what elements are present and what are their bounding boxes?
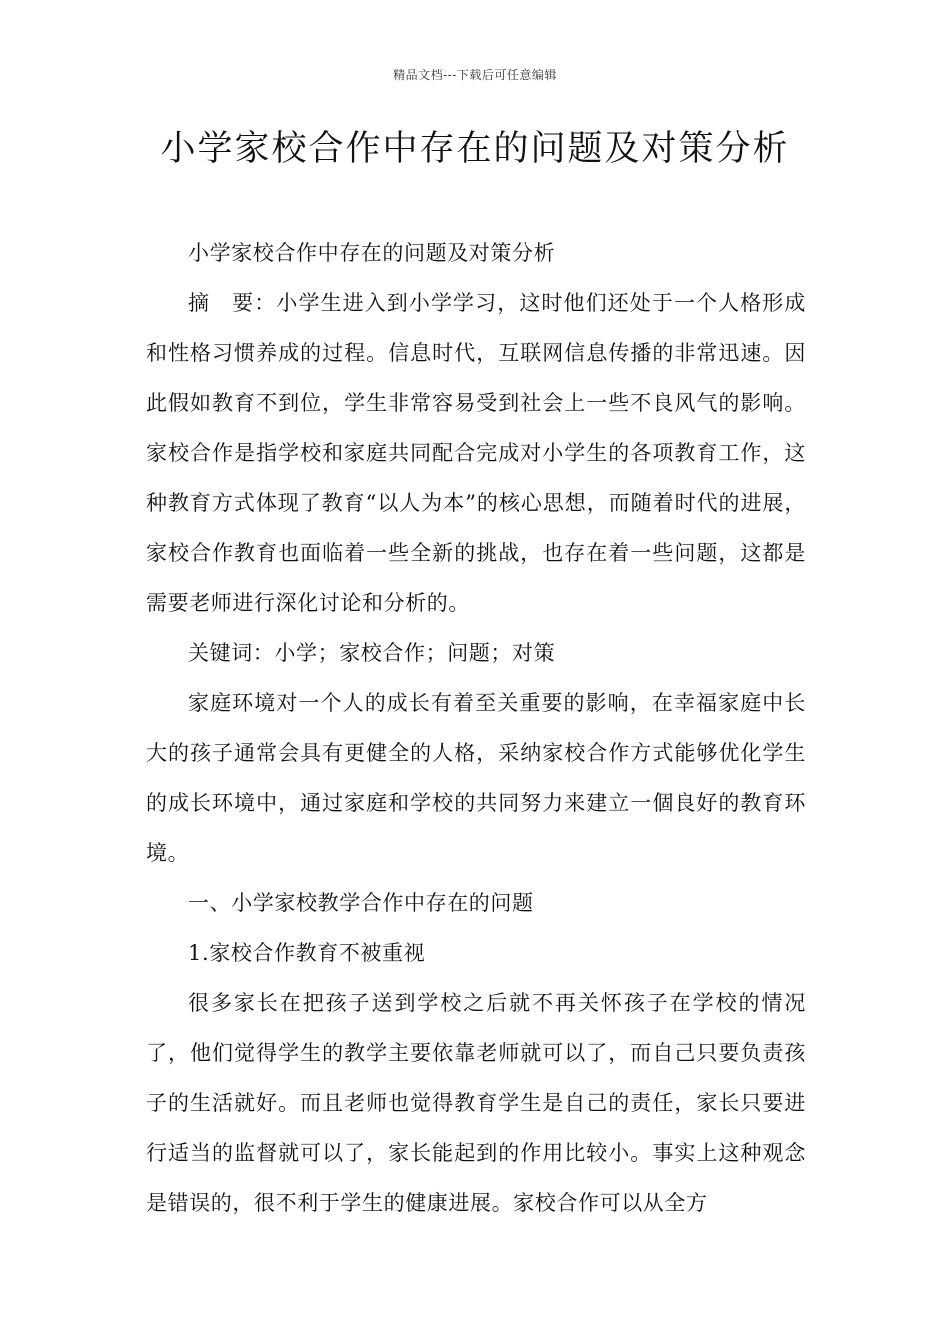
abstract-paragraph: 摘 要：小学生进入到小学学习，这时他们还处于一个人格形成和性格习惯养成的过程。信息时代，互联网信息传播的非常迅速。因此假如教育不到位，学生非常容易受到社会上一些不良风气的影响。家校合作是指学校和家庭共同配合完成对小学生的各项教育工作，这种教育方式体现了教育“以人为本”的核心思想，而随着时代的进展，家校合作教育也面临着一些全新的挑战，也存在着一些问题，这都是需要老师进行深化讨论和分析的。 [146,291,806,615]
intro-paragraph: 家庭环境对一个人的成长有着至关重要的影响，在幸福家庭中长大的孩子通常会具有更健全的人格，采纳家校合作方式能够优化学生的成长环境中，通过家庭和学校的共同努力来建立一個良好的教育环境。 [146,691,806,865]
body-paragraph: 很多家长在把孩子送到学校之后就不再关怀孩子在学校的情况了，他们觉得学生的教学主要依靠老师就可以了，而自己只要负责孩子的生活就好。而且老师也觉得教育学生是自己的责任，家长只要进行适当的监督就可以了，家长能起到的作用比较小。事实上这种观念是错误的，很不利于学生的健康进展。家校合作可以从全方 [146,991,806,1215]
section-heading: 一、小学家校教学合作中存在的问题 [188,891,534,915]
keywords-paragraph: 关键词：小学；家校合作；问题；对策 [188,641,556,665]
header-note: 精品文档---下载后可任意编辑 [393,68,557,82]
document-body [146,228,806,1228]
subsection-heading: 1.家校合作教育不被重视 [188,941,426,965]
subtitle-paragraph: 小学家校合作中存在的问题及对策分析 [188,241,556,265]
document-title: 小学家校合作中存在的问题及对策分析 [160,129,790,169]
